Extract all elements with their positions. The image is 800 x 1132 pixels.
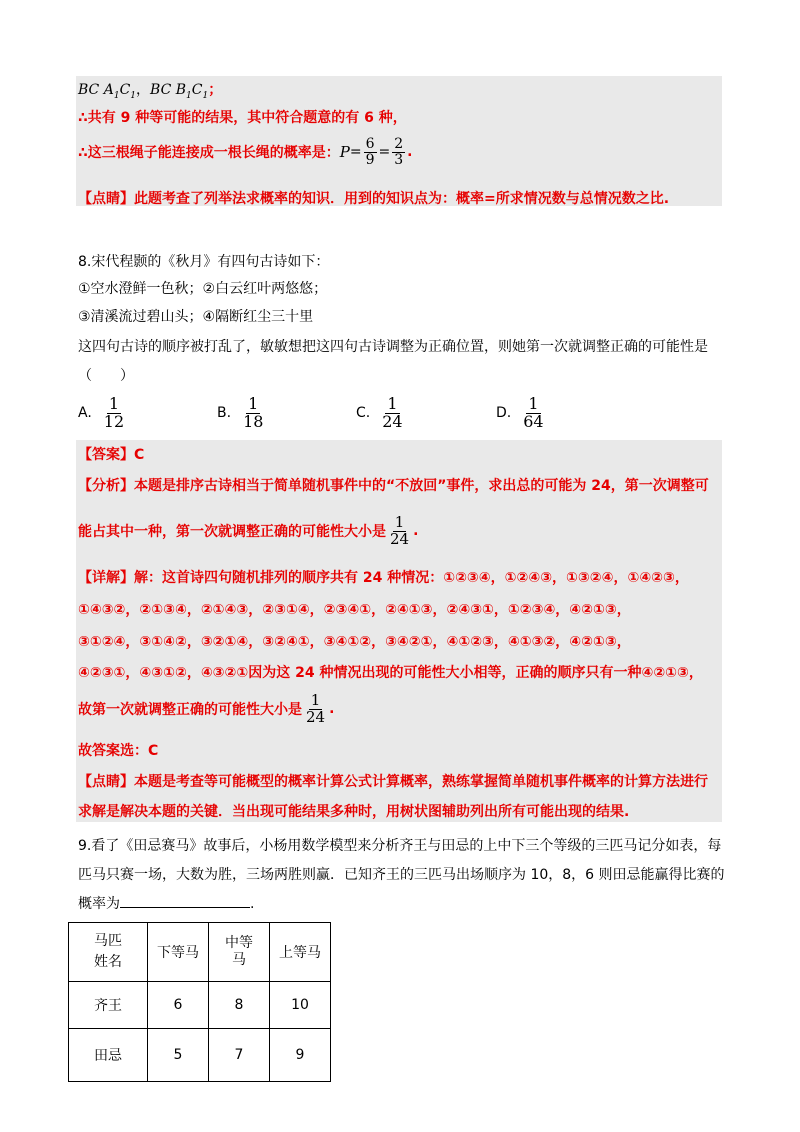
q8-stem-1: 8.宋代程颢的《秋月》有四句古诗如下： bbox=[78, 254, 330, 270]
header-upper-horse: 上等马 bbox=[270, 923, 331, 982]
prev-l1-a: BC A bbox=[78, 82, 114, 98]
q8-option-c-num: 1 bbox=[387, 394, 398, 413]
q8-stem-4: 这四句古诗的顺序被打乱了，敏敏想把这四句古诗调整为正确位置，则她第一次就调整正确的可能性是 bbox=[78, 339, 708, 355]
prev-l3-frac2 bbox=[392, 137, 405, 167]
prev-line-3 bbox=[78, 137, 412, 167]
header-lower-horse: 下等马 bbox=[148, 923, 209, 982]
q8-option-c-frac bbox=[380, 396, 404, 431]
q8-paren: （ ） bbox=[78, 368, 134, 384]
row-cell: 5 bbox=[148, 1029, 209, 1082]
q9-answer-blank[interactable] bbox=[120, 893, 250, 908]
q8-analysis-2-text: 能占其中一种，第一次就调整正确的可能性大小是 bbox=[78, 524, 386, 541]
table-header-row bbox=[69, 923, 331, 982]
table-row bbox=[69, 1029, 331, 1082]
q8-analysis-2 bbox=[78, 515, 418, 548]
prev-l1-a-c: C bbox=[119, 82, 131, 98]
prev-l1-a-sub1: 1 bbox=[113, 90, 120, 101]
q8-analysis-2-end: . bbox=[413, 523, 419, 540]
q8-option-a-num: 1 bbox=[108, 394, 120, 413]
q8-option-d-label: D. bbox=[496, 405, 512, 422]
q9-stem-3 bbox=[78, 893, 254, 913]
row-cell: 6 bbox=[148, 982, 209, 1029]
q8-detail-5-text: 故第一次就调整正确的可能性大小是 bbox=[78, 702, 302, 719]
q8-analysis-frac bbox=[388, 515, 411, 548]
q8-detail-2: ①④③②，②①③④，②①④③，②③①④，②③④①，②④①③，②④③①，①②③④，④②①③， bbox=[78, 602, 631, 618]
header-middle-top: 中等 bbox=[225, 935, 253, 952]
prev-l3-frac1 bbox=[364, 137, 377, 167]
q8-option-a-label: A. bbox=[78, 405, 92, 422]
q9-stem-3-text: 概率为 bbox=[78, 896, 120, 912]
row-cell: 7 bbox=[209, 1029, 270, 1082]
prev-comment: 【点睛】此题考查了列举法求概率的知识．用到的知识点为：概率=所求情况数与总情况数之比. bbox=[78, 191, 670, 207]
q8-option-b-label: B. bbox=[217, 405, 232, 422]
prev-l3-f1-num: 6 bbox=[365, 136, 375, 152]
q9-stem-3-end: . bbox=[250, 896, 255, 912]
header-middle-bottom: 马 bbox=[232, 952, 246, 968]
prev-l1-end: ； bbox=[208, 82, 223, 98]
q8-option-b-frac bbox=[241, 396, 265, 431]
q8-answer: 【答案】C bbox=[78, 447, 145, 463]
prev-l3-eq: = bbox=[349, 144, 362, 161]
q8-option-c[interactable] bbox=[356, 396, 407, 431]
prev-l1-b: BC B bbox=[150, 82, 187, 98]
header-middle-horse bbox=[209, 923, 270, 982]
table-corner-cell bbox=[69, 923, 148, 982]
q8-option-d-den: 64 bbox=[523, 411, 544, 431]
row-cell: 10 bbox=[270, 982, 331, 1029]
prev-l1-b-sub1: 1 bbox=[186, 90, 192, 101]
q8-stem-3: ③清溪流过碧山头；④隔断红尘三十里 bbox=[78, 309, 314, 325]
q8-final-answer: 故答案选：C bbox=[78, 743, 159, 759]
q8-detail-den: 24 bbox=[306, 707, 326, 726]
prev-line-2: ∴共有 9 种等可能的结果，其中符合题意的有 6 种， bbox=[78, 110, 407, 126]
q8-option-c-label: C. bbox=[356, 405, 371, 422]
prev-l3-p: P bbox=[339, 143, 350, 162]
prev-l3-eq2: = bbox=[378, 144, 391, 161]
q8-analysis-den: 24 bbox=[390, 529, 410, 548]
q9-horse-table bbox=[68, 922, 331, 1082]
q8-option-d[interactable] bbox=[496, 396, 548, 431]
row-name: 田忌 bbox=[69, 1029, 148, 1082]
prev-l1-a-sub2: 1 bbox=[130, 90, 137, 101]
corner-bottom-label: 姓名 bbox=[94, 954, 122, 970]
row-cell: 9 bbox=[270, 1029, 331, 1082]
prev-l1-b-c: C bbox=[191, 82, 203, 98]
q8-option-a[interactable] bbox=[78, 396, 128, 431]
q8-option-d-frac bbox=[521, 396, 545, 431]
prev-l3-end: . bbox=[407, 144, 413, 161]
prev-l3-f1-den: 9 bbox=[365, 151, 375, 168]
q8-stem-2: ①空水澄鲜一色秋；②白云红叶两悠悠； bbox=[78, 281, 328, 297]
q8-option-b-num: 1 bbox=[248, 394, 259, 413]
q8-option-d-num: 1 bbox=[528, 394, 539, 413]
prev-l1-sep: ， bbox=[136, 82, 151, 98]
q8-option-b[interactable] bbox=[217, 396, 267, 431]
q8-option-b-den: 18 bbox=[243, 411, 264, 431]
prev-line-1 bbox=[78, 79, 222, 101]
table-row bbox=[69, 982, 331, 1029]
q8-detail-5-end: . bbox=[329, 701, 335, 718]
prev-l3-f2-num: 2 bbox=[394, 136, 404, 152]
row-cell: 8 bbox=[209, 982, 270, 1029]
corner-top-label: 马匹 bbox=[94, 933, 122, 949]
row-name: 齐王 bbox=[69, 982, 148, 1029]
q8-option-c-den: 24 bbox=[382, 411, 403, 431]
q8-comment-2: 求解是解决本题的关键．当出现可能结果多种时，用树状图辅助列出所有可能出现的结果. bbox=[78, 804, 630, 820]
q9-stem-2: 匹马只赛一场，大数为胜，三场两胜则赢．已知齐王的三匹马出场顺序为 10，8，6 则田忌能赢得比赛的 bbox=[78, 867, 725, 883]
q9-stem-1: 9.看了《田忌赛马》故事后，小杨用数学模型来分析齐王与田忌的上中下三个等级的三匹马记分如表，每 bbox=[78, 838, 722, 854]
q8-detail-frac bbox=[304, 693, 327, 726]
prev-l3-text: ∴这三根绳子能连接成一根长绳的概率是： bbox=[78, 145, 340, 162]
q8-analysis-num: 1 bbox=[394, 513, 405, 531]
q8-analysis-1: 【分析】本题是排序古诗相当于简单随机事件中的“不放回”事件，求出总的可能为 24，第一次调整可 bbox=[78, 478, 709, 494]
q8-detail-1: 【详解】解：这首诗四句随机排列的顺序共有 24 种情况：①②③④，①②④③，①③②④，①④②③， bbox=[78, 570, 689, 586]
q8-comment-1: 【点睛】本题是考查等可能概型的概率计算公式计算概率，熟练掌握简单随机事件概率的计算方法进行 bbox=[78, 774, 708, 790]
q8-option-a-den: 12 bbox=[103, 411, 125, 431]
prev-l3-f2-den: 3 bbox=[394, 151, 404, 168]
q8-detail-5 bbox=[78, 693, 334, 726]
prev-l1-b-sub2: 1 bbox=[202, 90, 209, 101]
q8-detail-4: ④②③①，④③①②，④③②①因为这 24 种情况出现的可能性大小相等，正确的顺序只有一种④②①③， bbox=[78, 665, 703, 681]
q8-detail-num: 1 bbox=[310, 691, 321, 709]
q8-option-a-frac bbox=[102, 396, 126, 431]
q8-detail-3: ③①②④，③①④②，③②①④，③②④①，③④①②，③④②①，④①②③，④①③②，④②①③， bbox=[78, 634, 631, 650]
